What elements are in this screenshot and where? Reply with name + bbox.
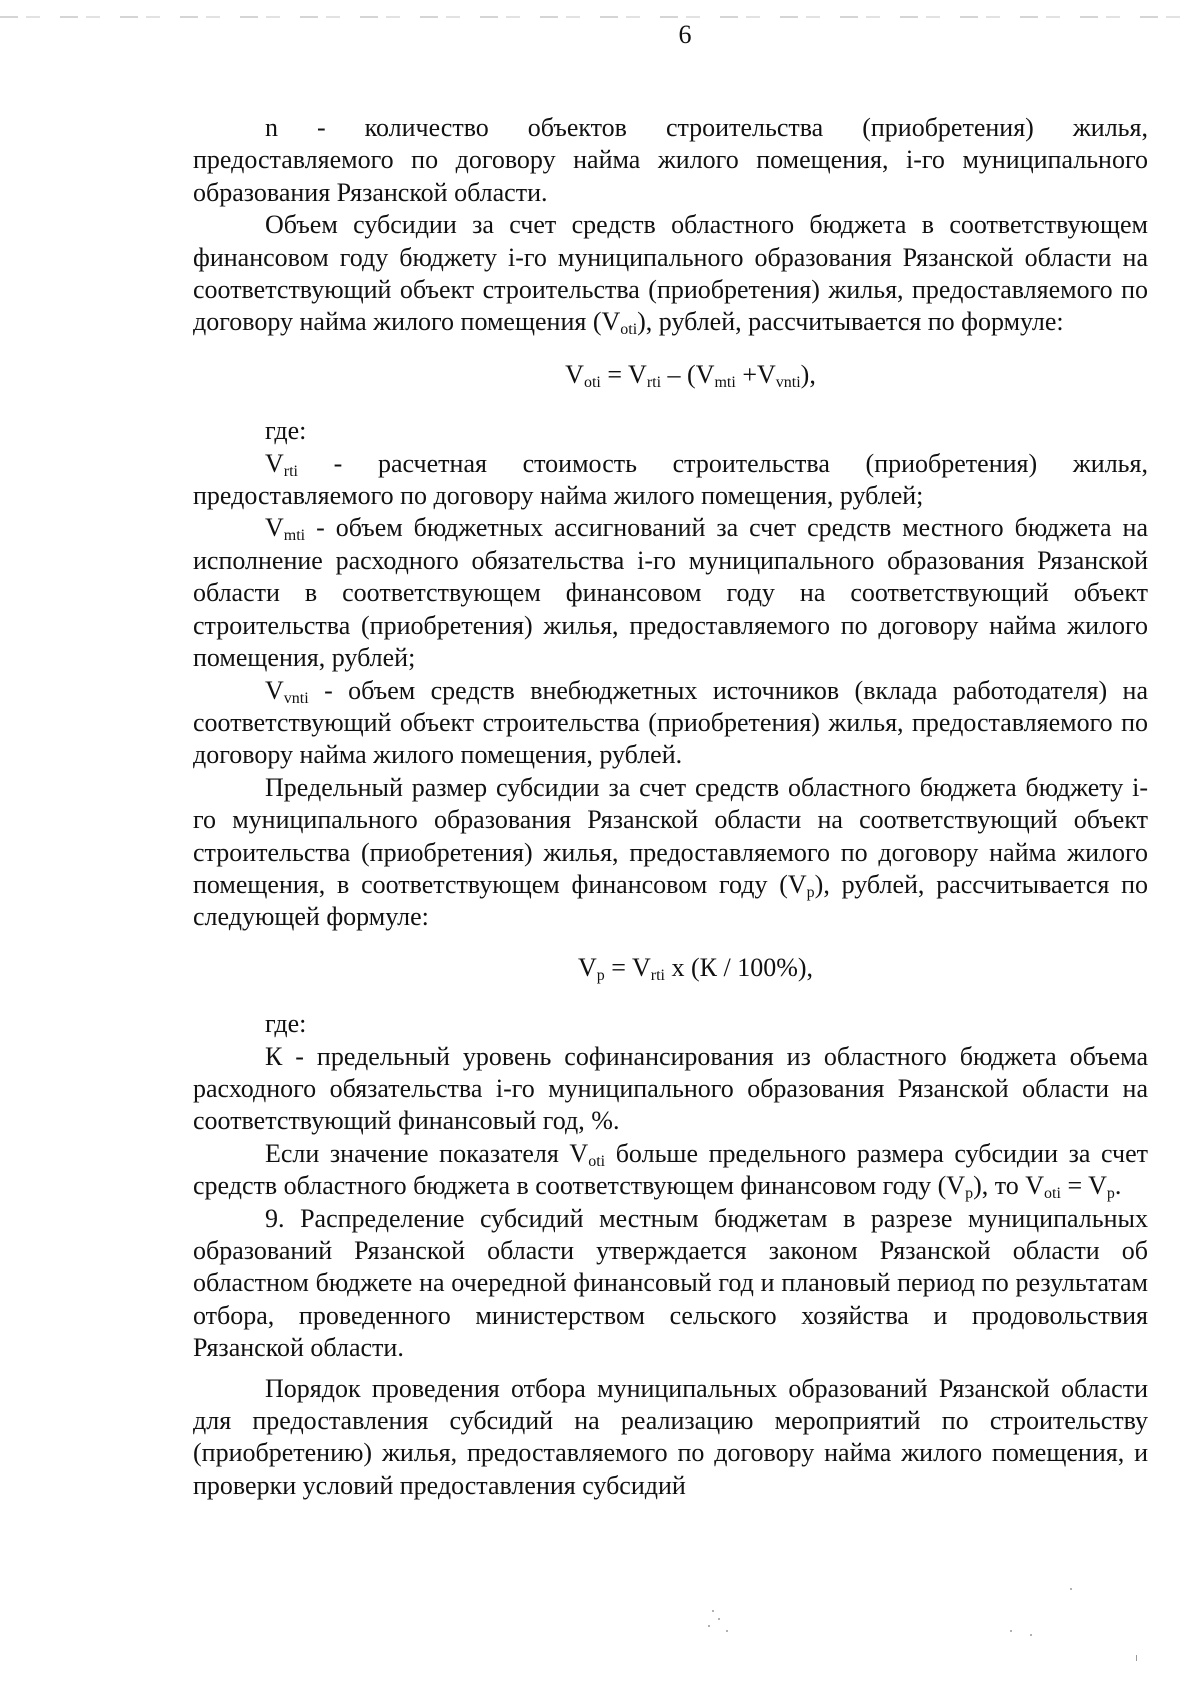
scan-speck xyxy=(1136,1655,1137,1661)
paragraph-subsidy-limit: Предельный размер субсидии за счет средств областного бюджета бюджету i-го муниципального образования Рязанской области на соответствующий объект строительства (приобретения) жилья, предоставляемого по договору найма жилого помещения, в соответствующем финансовом году $(V_p)$, рублей, рассчитывается по следующей формуле: xyxy=(193,772,1148,932)
where-label-1: где: xyxy=(265,416,307,446)
scan-speck xyxy=(712,1610,714,1612)
definition-k: К - предельный уровень софинансирования из областного бюджета объема расходного обязательства i-го муниципального образования Рязанской области на соответствующий финансовый год, %. xyxy=(193,1041,1148,1136)
scan-speck xyxy=(1070,1588,1072,1590)
formula-voti: $V_{oti} = V_{rti} - (V_{mti} +V_{vnti})$, xyxy=(565,359,816,391)
scan-edge-artifact xyxy=(0,16,1200,18)
paragraph-selection-order: Порядок проведения отбора муниципальных образований Рязанской области для предоставления субсидий на реализацию мероприятий по строительству (приобретению) жилья, предоставляемого по договору найма жилого помещения, и проверки условий предоставления субсидий xyxy=(193,1373,1148,1500)
scan-speck xyxy=(1030,1634,1032,1636)
document-body xyxy=(193,112,1148,1502)
definition-vvnti: $V_{vnti}$ - объем средств внебюджетных источников (вклада работодателя) на соответствующий объект строительства (приобретения) жилья, предоставляемого по договору найма жилого помещения, рублей. xyxy=(193,675,1148,770)
definition-vmti: $V_{mti}$ - объем бюджетных ассигнований за счет средств местного бюджета на исполнение расходного обязательства i-го муниципального образования Рязанской области в соответствующем финансовом году на соответствующий объект строительства (приобретения) жилья, предоставляемого по договору найма жилого помещения, рублей; xyxy=(193,513,1148,673)
paragraph-subsidy-volume: Объем субсидии за счет средств областного бюджета в соответствующем финансовом году бюджету i-го муниципального образования Рязанской области на соответствующий объект строительства (приобретения) жилья, предоставляемого по договору найма жилого помещения $(V_{oti})$, рублей, рассчитывается по формуле: xyxy=(193,210,1148,339)
paragraph-item-9: 9. Распределение субсидий местным бюджетам в разрезе муниципальных образований Рязанской области утверждается законом Рязанской области об областном бюджете на очередной финансовый год и плановый период по результатам отбора, проведенного министерством сельского хозяйства и продовольствия Рязанской области. xyxy=(193,1203,1148,1363)
where-label-2: где: xyxy=(265,1009,307,1039)
scan-speck xyxy=(708,1625,710,1627)
scan-speck xyxy=(726,1630,728,1632)
formula-vp: $V_p = V_{rti}$ x (К / 100%), xyxy=(577,952,814,984)
page-number: 6 xyxy=(678,20,692,49)
paragraph-n-definition: n - количество объектов строительства (приобретения) жилья, предоставляемого по договору найма жилого помещения, i-го муниципального образования Рязанской области. xyxy=(193,113,1148,207)
scan-speck xyxy=(1010,1630,1012,1632)
paragraph-condition: Если значение показателя $V_{oti}$ больше предельного размера субсидии за счет средств областного бюджета в соответствующем финансовом году $(V_p)$, то $V_{oti} = V_p$. xyxy=(193,1138,1148,1203)
scan-speck xyxy=(718,1618,720,1620)
definition-vrti: $V_{rti}$ - расчетная стоимость строительства (приобретения) жилья, предоставляемого по договору найма жилого помещения, рублей; xyxy=(193,448,1148,511)
